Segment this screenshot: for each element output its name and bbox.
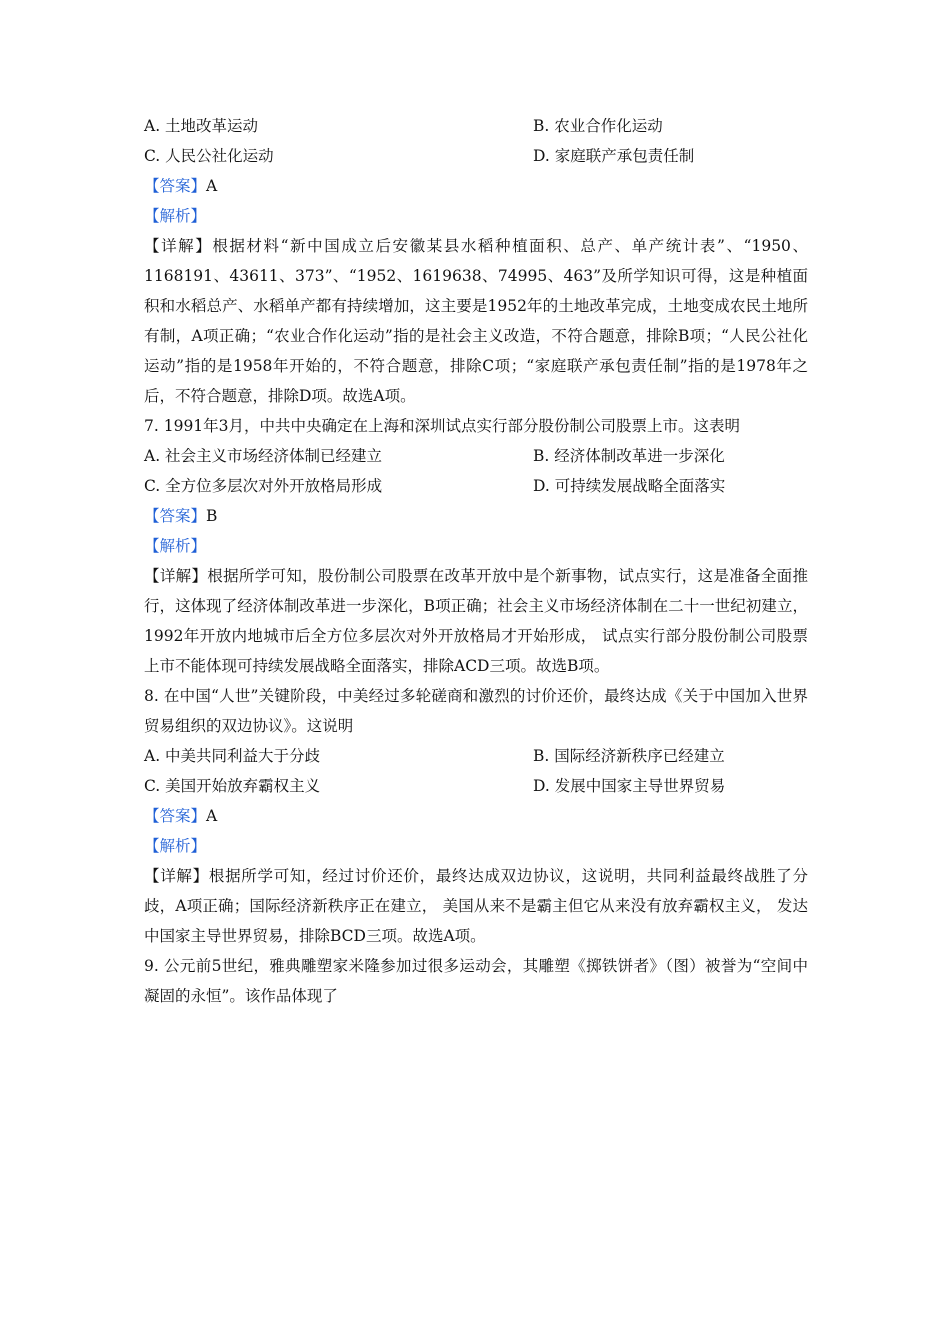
detail-tag: 【详解】: [144, 867, 209, 885]
q6-option-d: D. 家庭联产承包责任制: [533, 147, 695, 165]
q9-stem: 9. 公元前5世纪，雅典雕塑家米隆参加过很多运动会，其雕塑《掷铁饼者》（图）被誉为“空间中凝固的永恒”。该作品体现了: [144, 957, 808, 1005]
q8-options-row-2: [144, 771, 808, 801]
detail-tag: 【详解】: [144, 567, 208, 585]
q6-option-a: A. 土地改革运动: [144, 117, 259, 135]
q6-options-row-2: [144, 141, 808, 171]
q6-answer: [144, 171, 808, 201]
answer-value: A: [206, 807, 218, 825]
q7-option-c: C. 全方位多层次对外开放格局形成: [144, 477, 383, 495]
document-page: [144, 111, 808, 1011]
q6-detail: [144, 231, 808, 411]
q6-analysis-tag: 【解析】: [144, 207, 207, 225]
q7-analysis-tag: 【解析】: [144, 537, 207, 555]
q6-option-c: C. 人民公社化运动: [144, 147, 274, 165]
answer-tag: 【答案】: [144, 807, 207, 825]
q8-stem: 8. 在中国“人世”关键阶段，中美经过多轮磋商和激烈的讨价还价，最终达成《关于中国加入世界贸易组织的双边协议》。这说明: [144, 687, 808, 735]
q7-option-a: A. 社会主义市场经济体制已经建立: [144, 447, 383, 465]
q6-options-row-1: [144, 111, 808, 141]
q8-detail: [144, 861, 808, 951]
answer-tag: 【答案】: [144, 177, 207, 195]
answer-value: B: [206, 507, 218, 525]
q6-option-b: B. 农业合作化运动: [533, 117, 663, 135]
q8-answer: [144, 801, 808, 831]
detail-text: 根据材料“新中国成立后安徽某县水稻种植面积、总产、单产统计表”、“1950、1168191、43611、373”、“1952、1619638、74995、463”及所学知识可得，这是种植面积和水稻总产、水稻单产都有持续增加，这主要是1952年的土地改革完成，土地变成农民土地所有制，A项正确；“农业合作化运动”指的是社会主义改造，不符合题意，排除B项；“人民公社化运动”指的是1958年开始的，不符合题意，排除C项；“家庭联产承包责任制”指的是1978年之后，不符合题意，排除D项。故选A项。: [144, 237, 808, 405]
q8-analysis-tag: 【解析】: [144, 837, 207, 855]
q7-answer: [144, 501, 808, 531]
q8-option-a: A. 中美共同利益大于分歧: [144, 747, 321, 765]
q8-options-row-1: [144, 741, 808, 771]
detail-tag: 【详解】: [144, 237, 213, 255]
q7-stem: 7. 1991年3月，中共中央确定在上海和深圳试点实行部分股份制公司股票上市。这表明: [144, 417, 741, 435]
q7-options-row-2: [144, 471, 808, 501]
answer-tag: 【答案】: [144, 507, 207, 525]
detail-text: 根据所学可知，股份制公司股票在改革开放中是个新事物，试点实行，这是准备全面推行，这体现了经济体制改革进一步深化，B项正确；社会主义市场经济体制在二十一世纪初建立，1992年开放内地城市后全方位多层次对外开放格局才开始形成， 试点实行部分股份制公司股票上市不能体现可持续发展战略全面落实，排除ACD三项。故选B项。: [144, 567, 808, 675]
q7-option-b: B. 经济体制改革进一步深化: [533, 447, 725, 465]
q8-option-c: C. 美国开始放弃霸权主义: [144, 777, 321, 795]
q8-option-b: B. 国际经济新秩序已经建立: [533, 747, 725, 765]
q7-options-row-1: [144, 441, 808, 471]
answer-value: A: [206, 177, 218, 195]
q8-option-d: D. 发展中国家主导世界贸易: [533, 777, 726, 795]
detail-text: 根据所学可知，经过讨价还价，最终达成双边协议，这说明，共同利益最终战胜了分歧，A项正确；国际经济新秩序正在建立， 美国从来不是霸主但它从来没有放弃霸权主义， 发达中国家主导世界贸易，排除BCD三项。故选A项。: [144, 867, 808, 945]
q7-option-d: D. 可持续发展战略全面落实: [533, 477, 726, 495]
q7-detail: [144, 561, 808, 681]
